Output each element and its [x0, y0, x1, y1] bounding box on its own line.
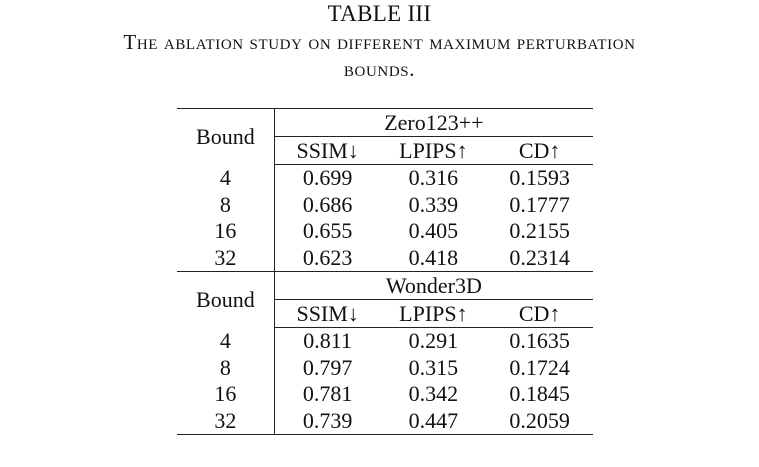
- table-row: [177, 381, 593, 408]
- lpips-cell: 0.339: [408, 191, 459, 217]
- ssim-cell: 0.781: [302, 381, 353, 407]
- ssim-cell: 0.811: [303, 328, 352, 354]
- ssim-cell: 0.655: [302, 218, 353, 244]
- table-title-line-2: bounds.: [343, 57, 416, 81]
- lpips-cell: 0.316: [408, 165, 459, 191]
- table-row: [177, 408, 593, 435]
- lpips-cell: 0.418: [381, 245, 487, 272]
- cd-cell: 0.1777: [509, 191, 570, 217]
- bound-header: Bound: [177, 109, 274, 165]
- metric-header-cd: CD↑: [486, 300, 593, 328]
- bound-cell: 4: [177, 165, 274, 192]
- bound-cell: 16: [177, 218, 274, 245]
- table-row: [177, 245, 593, 272]
- cd-cell: 0.2314: [486, 245, 593, 272]
- table-label: TABLE III: [327, 1, 432, 26]
- ssim-cell: 0.699: [302, 165, 353, 191]
- table-row: [177, 328, 593, 355]
- lpips-cell: 0.405: [408, 218, 459, 244]
- ssim-cell: 0.739: [274, 408, 380, 435]
- bound-cell: 32: [177, 245, 274, 272]
- bound-cell: 32: [177, 408, 274, 435]
- cd-cell: 0.1593: [509, 165, 570, 191]
- ssim-cell: 0.623: [274, 245, 380, 272]
- cd-cell: 0.2155: [509, 218, 570, 244]
- cd-cell: 0.1845: [509, 381, 570, 407]
- cd-cell: 0.2059: [486, 408, 593, 435]
- lpips-cell: 0.315: [408, 354, 459, 380]
- lpips-cell: 0.447: [381, 408, 487, 435]
- metric-header-ssim: SSIM↓: [274, 137, 380, 165]
- ssim-cell: 0.686: [302, 191, 353, 217]
- metric-header-lpips: LPIPS↑: [381, 137, 487, 165]
- table-row: [177, 165, 593, 192]
- metric-header-cd: CD↑: [486, 137, 593, 165]
- ssim-cell: 0.797: [302, 354, 353, 380]
- table-title-line-1: The ablation study on different maximum perturbation: [123, 30, 636, 54]
- lpips-cell: 0.291: [408, 328, 459, 354]
- bound-cell: 8: [177, 355, 274, 382]
- group-header-row: [177, 272, 593, 300]
- model-name-header: Wonder3D: [274, 272, 593, 300]
- lpips-cell: 0.342: [408, 381, 459, 407]
- cd-cell: 0.1635: [509, 328, 570, 354]
- bound-cell: 8: [177, 192, 274, 219]
- bound-cell: 16: [177, 381, 274, 408]
- table-row: [177, 192, 593, 219]
- model-name-header: Zero123++: [274, 109, 593, 137]
- group-header-row: [177, 109, 593, 137]
- table-row: [177, 355, 593, 382]
- ablation-table: [177, 108, 593, 435]
- metric-header-ssim: SSIM↓: [274, 300, 380, 328]
- table-row: [177, 218, 593, 245]
- bound-header: Bound: [177, 272, 274, 328]
- metric-header-lpips: LPIPS↑: [381, 300, 487, 328]
- cd-cell: 0.1724: [509, 354, 570, 380]
- bound-cell: 4: [177, 328, 274, 355]
